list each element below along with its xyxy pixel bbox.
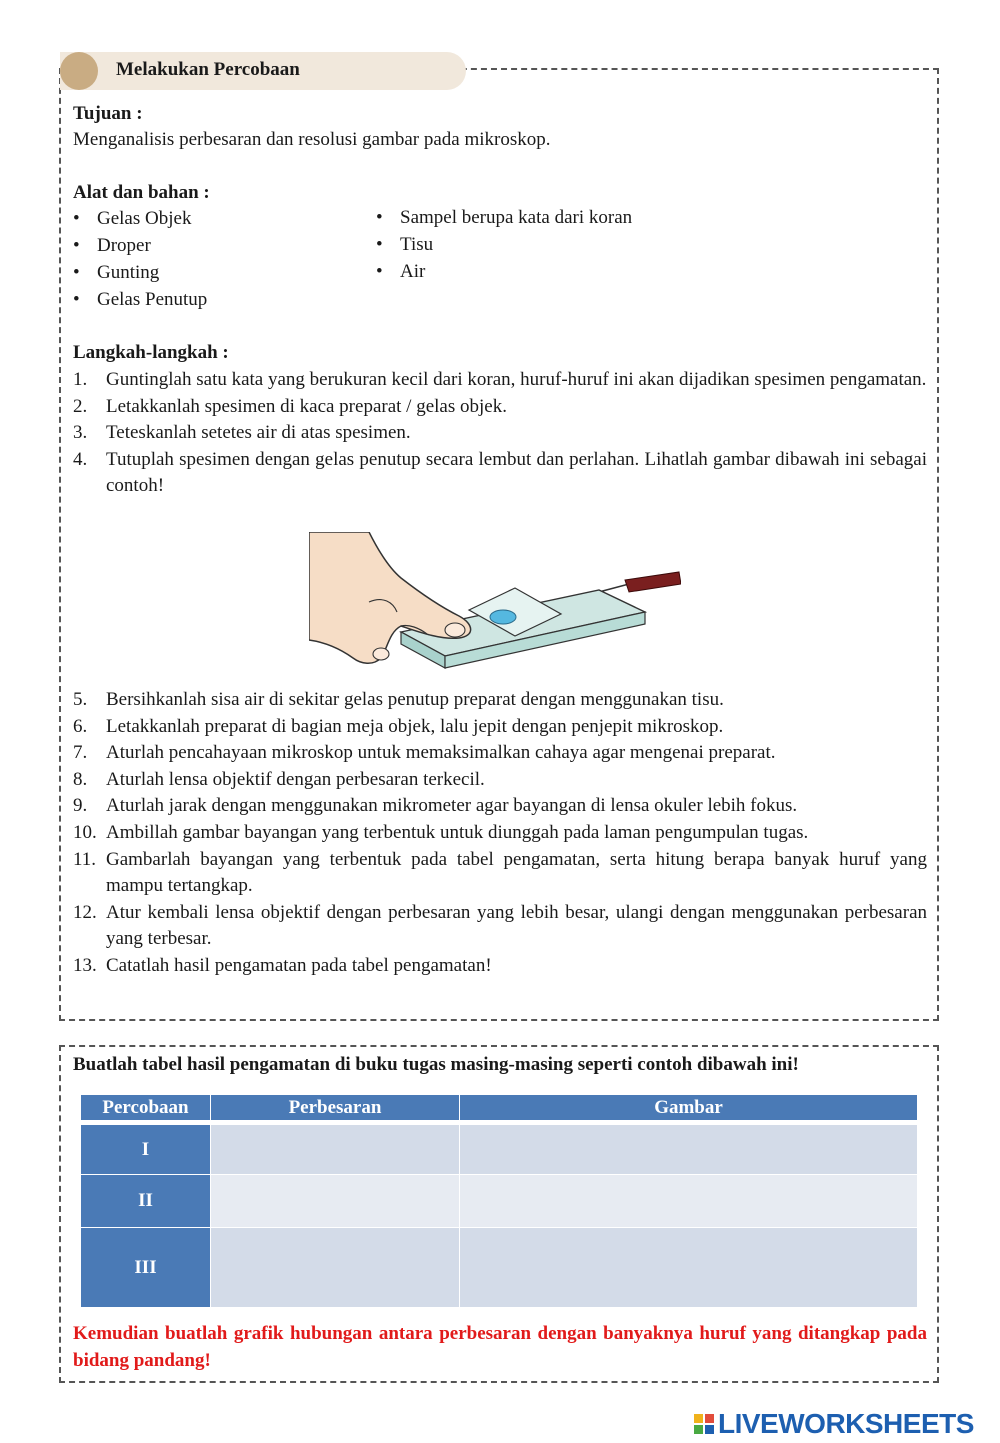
- row-label: II: [81, 1175, 211, 1228]
- tujuan-heading: Tujuan :: [73, 103, 143, 124]
- graph-instruction: Kemudian buatlah grafik hubungan antara perbesaran dengan banyaknya huruf yang ditangkap pada bidang pandang!: [73, 1323, 927, 1371]
- langkah-heading: Langkah-langkah :: [73, 342, 229, 363]
- table-header-row: [81, 1095, 918, 1121]
- list-item: • Gunting: [73, 262, 160, 283]
- steps-list-a: [73, 367, 927, 500]
- alat-heading: Alat dan bahan :: [73, 182, 210, 203]
- list-item: 11. Gambarlah bayangan yang terbentuk pada tabel pengamatan, serta hitung berapa banyak huruf yang mampu tertangkap.: [73, 848, 927, 897]
- list-item: 1. Guntinglah satu kata yang berukuran kecil dari koran, huruf-huruf ini akan dijadikan spesimen pengamatan.: [73, 369, 927, 390]
- list-item: 12. Atur kembali lensa objektif dengan perbesaran yang lebih besar, ulangi dengan menggunakan perbesaran yang terbesar.: [73, 901, 927, 950]
- gambar-cell: [460, 1228, 918, 1308]
- logo-text: LIVEWORKSHEETS: [718, 1408, 974, 1439]
- perbesaran-cell: [211, 1175, 460, 1228]
- liveworksheets-logo: [694, 1409, 974, 1439]
- list-item: 9. Aturlah jarak dengan menggunakan mikrometer agar bayangan di lensa okuler lebih fokus.: [73, 795, 798, 817]
- header-percobaan: Percobaan: [81, 1095, 211, 1121]
- list-item: • Sampel berupa kata dari koran: [376, 207, 633, 228]
- gambar-cell: [460, 1175, 918, 1228]
- header-gambar: Gambar: [460, 1095, 918, 1121]
- list-item: • Droper: [73, 235, 151, 256]
- perbesaran-cell: [211, 1125, 460, 1175]
- logo-squares-icon: [694, 1414, 714, 1434]
- perbesaran-cell: [211, 1228, 460, 1308]
- list-item: 13. Catatlah hasil pengamatan pada tabel pengamatan!: [73, 954, 492, 976]
- list-item: 7. Aturlah pencahayaan mikroskop untuk memaksimalkan cahaya agar mengenai preparat.: [73, 742, 776, 764]
- list-item: • Tisu: [376, 234, 434, 255]
- table-instruction: Buatlah tabel hasil pengamatan di buku tugas masing-masing seperti contoh dibawah ini!: [73, 1054, 799, 1075]
- row-label: III: [81, 1228, 211, 1308]
- table-row: [81, 1175, 918, 1228]
- steps-list-b: [73, 687, 927, 980]
- slide-illustration-icon: [309, 532, 681, 672]
- list-item: • Air: [376, 261, 426, 282]
- list-item: 6. Letakkanlah preparat di bagian meja objek, lalu jepit dengan penjepit mikroskop.: [73, 715, 724, 737]
- list-item: 5. Bersihkanlah sisa air di sekitar gelas penutup preparat dengan menggunakan tisu.: [73, 689, 724, 710]
- gambar-cell: [460, 1125, 918, 1175]
- list-item: • Gelas Penutup: [73, 289, 208, 310]
- table-row: [81, 1125, 918, 1175]
- tujuan-text: Menganalisis perbesaran dan resolusi gambar pada mikroskop.: [73, 129, 551, 150]
- list-item: 3. Teteskanlah setetes air di atas spesimen.: [73, 422, 411, 444]
- list-item: 10. Ambillah gambar bayangan yang terbentuk untuk diunggah pada laman pengumpulan tugas.: [73, 821, 809, 843]
- header-perbesaran: Perbesaran: [211, 1095, 460, 1121]
- row-label: I: [81, 1125, 211, 1175]
- table-row: [81, 1228, 918, 1308]
- list-item: • Gelas Objek: [73, 208, 192, 229]
- section-title: Melakukan Percobaan: [116, 59, 300, 80]
- hand-cover-glass-illustration: [309, 532, 681, 672]
- list-item: 2. Letakkanlah spesimen di kaca preparat / gelas objek.: [73, 395, 507, 417]
- observation-table: [80, 1095, 918, 1308]
- list-item: 8. Aturlah lensa objektif dengan perbesaran terkecil.: [73, 768, 485, 790]
- tab-circle-icon: [60, 52, 98, 90]
- list-item: 4. Tutuplah spesimen dengan gelas penutup secara lembut dan perlahan. Lihatlah gambar dibawah ini sebagai contoh!: [73, 448, 927, 497]
